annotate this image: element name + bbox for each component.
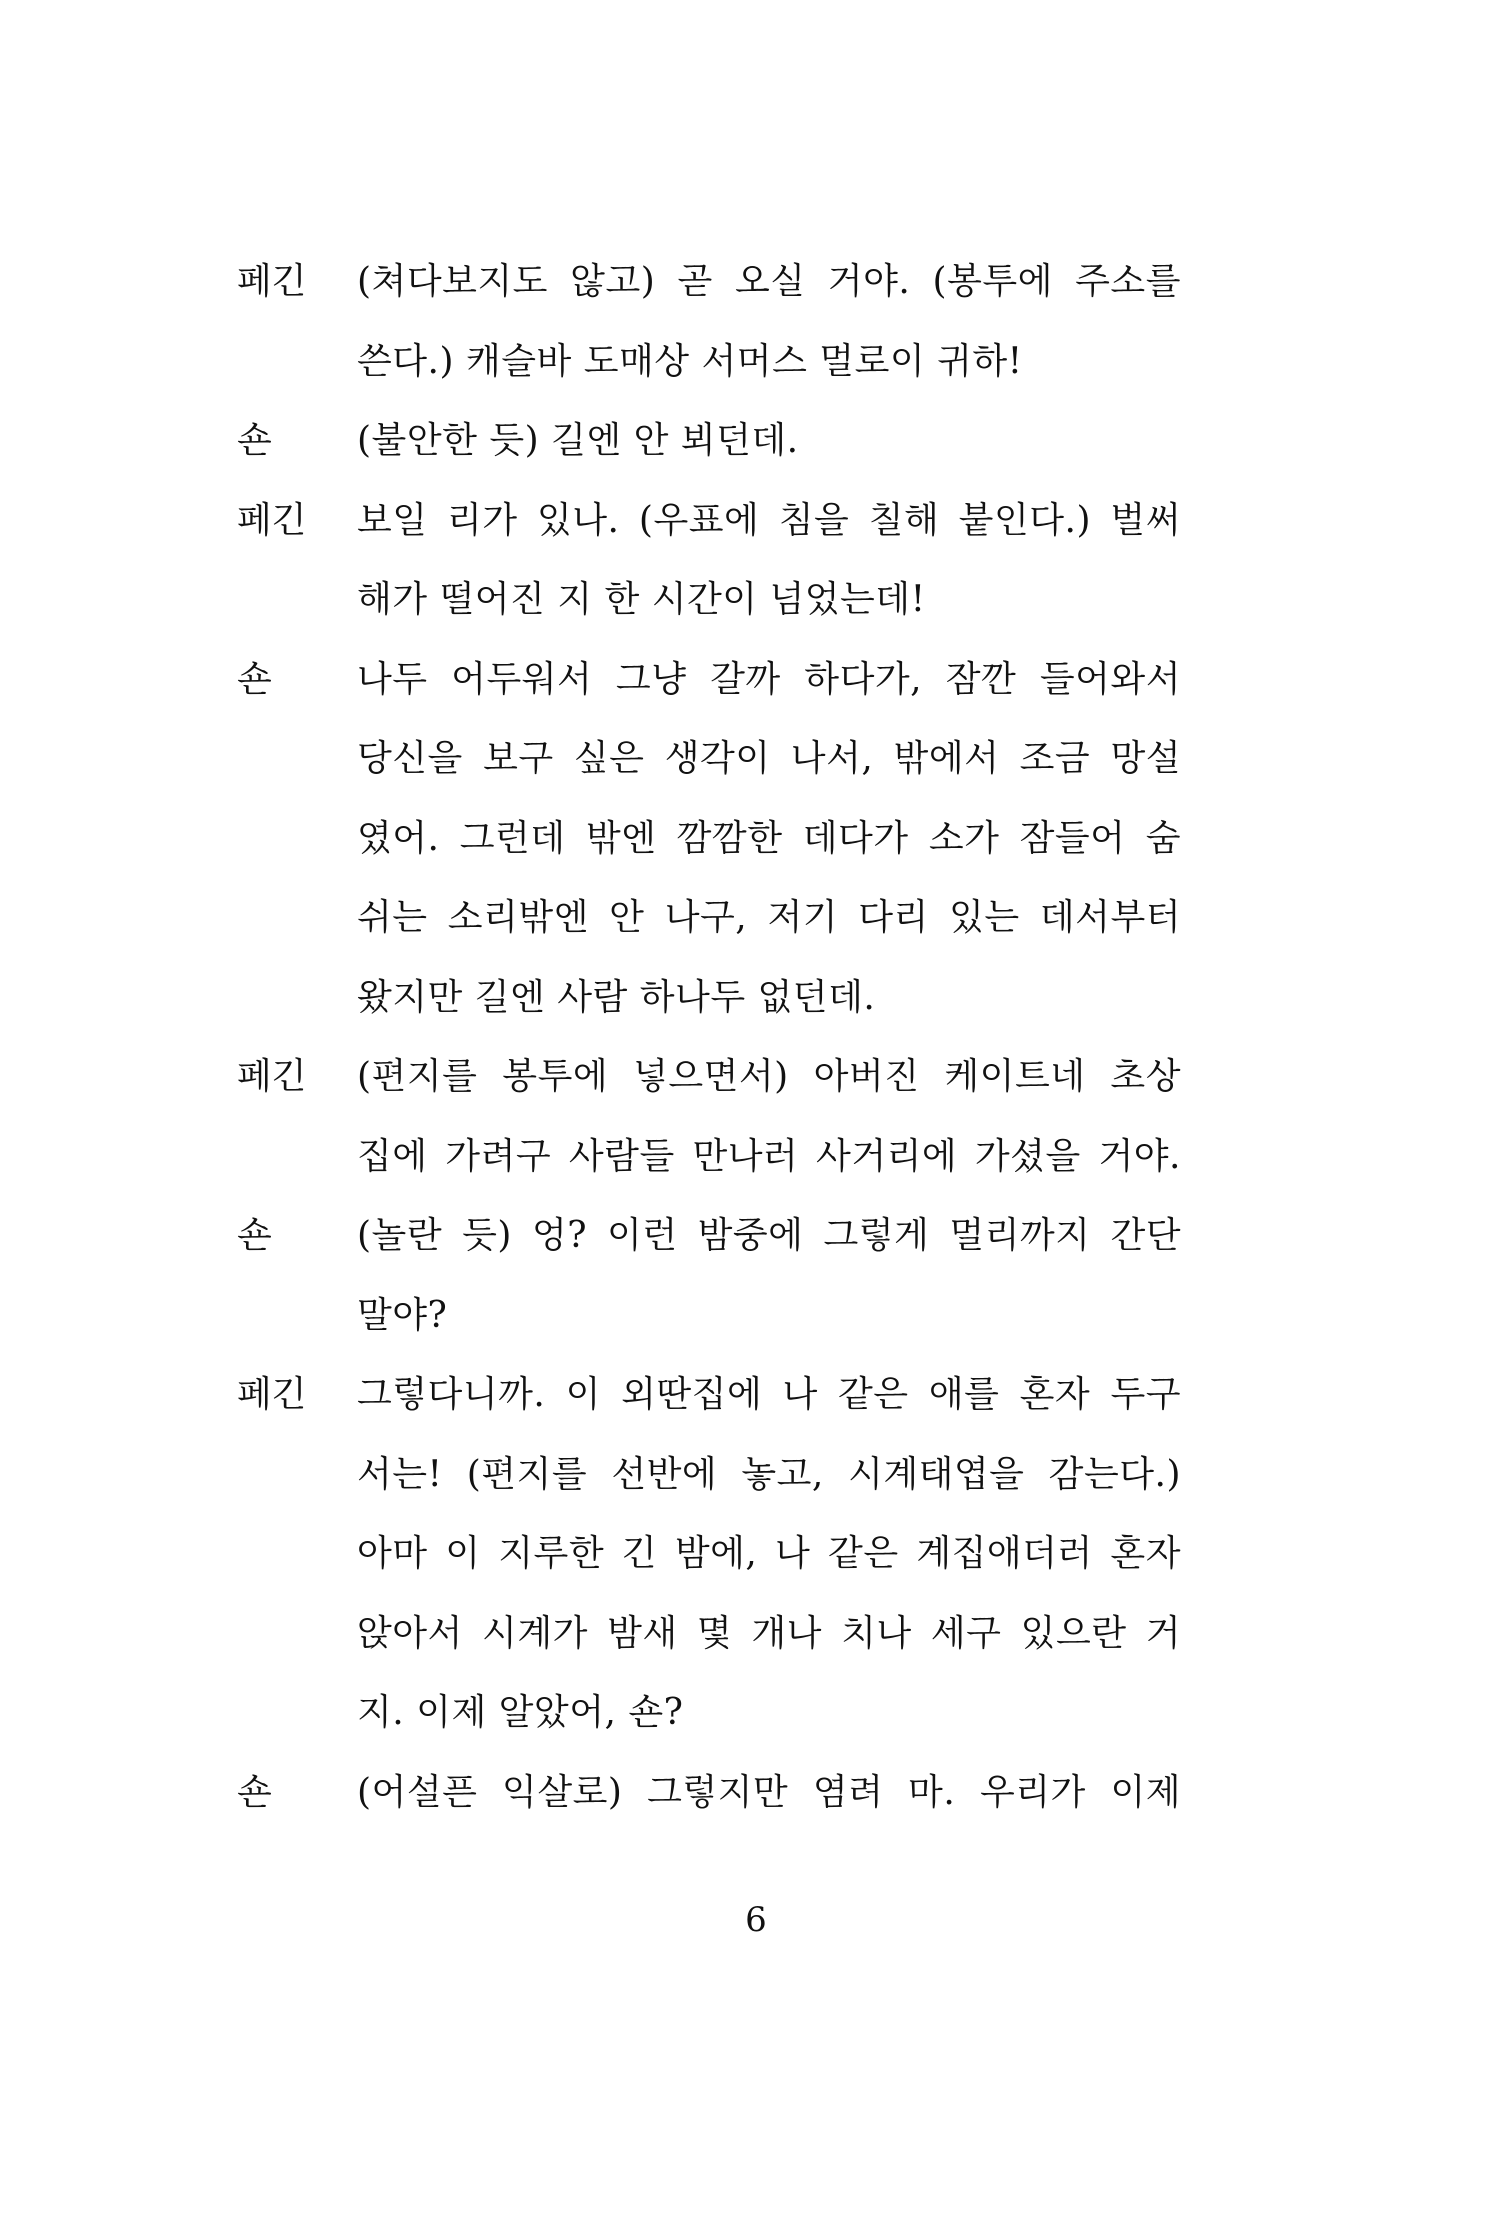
dialogue-line [237, 958, 1181, 1038]
speaker-name: 페긴 [237, 261, 307, 302]
dialogue-line [237, 640, 1181, 720]
dialogue-line [237, 719, 1181, 799]
dialogue-line [237, 1355, 1181, 1435]
dialogue-text: 그렇다니까. 이 외딴집에 나 같은 애를 혼자 두구 [357, 1374, 1181, 1415]
dialogue-line [237, 1037, 1181, 1117]
dialogue-text: 아마 이 지루한 긴 밤에, 나 같은 계집애더러 혼자 [357, 1533, 1181, 1574]
dialogue-line [237, 1117, 1181, 1197]
dialogue-text: 말야? [357, 1294, 448, 1336]
dialogue-line [237, 799, 1181, 879]
dialogue-line [237, 878, 1181, 958]
dialogue-text: 쓴다.) 캐슬바 도매상 서머스 멀로이 귀하! [357, 340, 1023, 382]
speaker-name: 페긴 [237, 1056, 307, 1097]
dialogue-line [237, 1196, 1181, 1276]
speaker-name: 숀 [237, 658, 272, 700]
dialogue-line [237, 1514, 1181, 1594]
dialogue-text: (어설픈 익살로) 그렇지만 염려 마. 우리가 이제 [357, 1771, 1181, 1813]
speaker-name: 페긴 [237, 499, 307, 541]
dialogue-line [237, 1594, 1181, 1674]
dialogue-text: 집에 가려구 사람들 만나러 사거리에 가셨을 거야. [357, 1135, 1181, 1177]
speaker-name: 페긴 [237, 1374, 307, 1415]
dialogue-text: 보일 리가 있나. (우표에 침을 칠해 붙인다.) 벌써 [357, 499, 1181, 541]
dialogue-text: 였어. 그런데 밖엔 깜깜한 데다가 소가 잠들어 숨 [357, 817, 1181, 859]
dialogue-line [237, 322, 1181, 402]
play-script [237, 242, 1181, 1832]
dialogue-line [237, 481, 1181, 561]
dialogue-line [237, 1435, 1181, 1515]
dialogue-text: (편지를 봉투에 넣으면서) 아버진 케이트네 초상 [357, 1056, 1181, 1097]
dialogue-text: 앉아서 시계가 밤새 몇 개나 치나 세구 있으란 거 [357, 1612, 1181, 1654]
dialogue-text: 왔지만 길엔 사람 하나두 없던데. [357, 976, 876, 1018]
page-number: 6 [745, 1900, 767, 1940]
dialogue-text: (놀란 듯) 엉? 이런 밤중에 그렇게 멀리까지 간단 [357, 1215, 1181, 1256]
dialogue-line [237, 560, 1181, 640]
dialogue-text: (불안한 듯) 길엔 안 뵈던데. [357, 420, 799, 461]
speaker-name: 숀 [237, 1215, 272, 1256]
dialogue-text: 당신을 보구 싶은 생각이 나서, 밖에서 조금 망설 [357, 738, 1181, 779]
dialogue-line [237, 1753, 1181, 1833]
dialogue-line [237, 242, 1181, 322]
speaker-name: 숀 [237, 1771, 272, 1813]
dialogue-line [237, 1276, 1181, 1356]
dialogue-text: 지. 이제 알았어, 숀? [357, 1692, 684, 1733]
dialogue-text: 해가 떨어진 지 한 시간이 넘었는데! [357, 579, 926, 620]
dialogue-text: 나두 어두워서 그냥 갈까 하다가, 잠깐 들어와서 [357, 658, 1181, 700]
dialogue-line [237, 401, 1181, 481]
dialogue-text: 서는! (편지를 선반에 놓고, 시계태엽을 감는다.) [357, 1453, 1181, 1495]
dialogue-line [237, 1673, 1181, 1753]
dialogue-text: 쉬는 소리밖엔 안 나구, 저기 다리 있는 데서부터 [357, 897, 1181, 938]
speaker-name: 숀 [237, 420, 272, 461]
dialogue-text: (쳐다보지도 않고) 곧 오실 거야. (봉투에 주소를 [357, 261, 1181, 302]
